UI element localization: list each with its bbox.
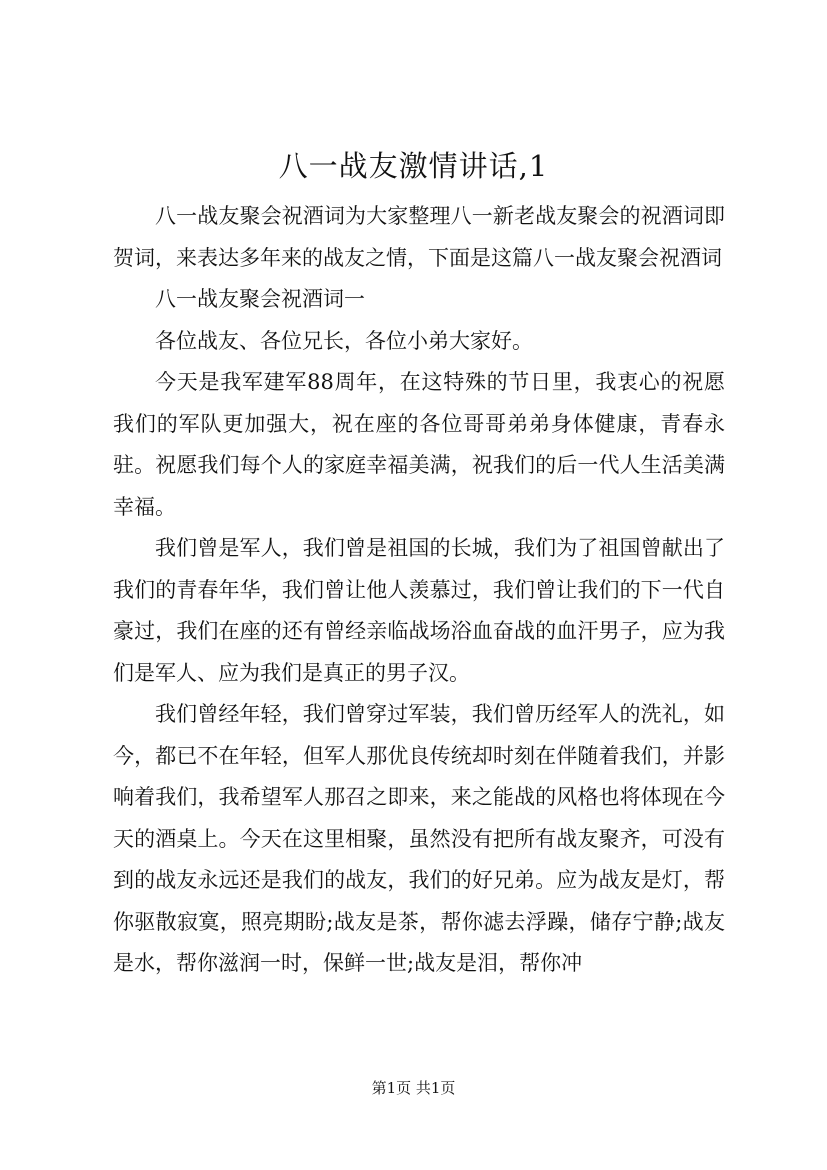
paragraph-anniversary: 今天是我军建军88周年，在这特殊的节日里，我衷心的祝愿我们的军队更加强大，祝在座的各位哥哥弟弟身体健康，青春永驻。祝愿我们每个人的家庭幸福美满，祝我们的后一代人生活美满幸福。 [113, 370, 725, 519]
paragraph-soldiers: 我们曾是军人，我们曾是祖国的长城，我们为了祖国曾献出了我们的青春年华，我们曾让他人羡慕过，我们曾让我们的下一代自豪过，我们在座的还有曾经亲临战场浴血奋战的血汗男子，应为我们是军人、应为我们是真正的男子汉。 [113, 536, 725, 685]
page-footer: 第1页 共1页 [371, 1079, 456, 1097]
paragraph-greeting: 各位战友、各位兄长，各位小弟大家好。 [155, 328, 533, 353]
document-title: 八一战友激情讲话,1 [278, 149, 549, 183]
paragraph-subheading: 八一战友聚会祝酒词一 [155, 287, 365, 311]
paragraph-comrades: 我们曾经年轻，我们曾穿过军装，我们曾历经军人的洗礼，如今，都已不在年轻，但军人那优良传统却时刻在伴随着我们，并影响着我们，我希望军人那召之即来，来之能战的风格也将体现在今天的酒桌上。今天在这里相聚，虽然没有把所有战友聚齐，可没有到的战友永远还是我们的战友，我们的好兄弟。应为战友是灯，帮你驱散寂寞，照亮期盼;战友是茶，帮你滤去浮躁，储存宁静;战友是水，帮你滋润一时，保鲜一世;战友是泪，帮你冲 [113, 702, 725, 975]
paragraph-intro: 八一战友聚会祝酒词为大家整理八一新老战友聚会的祝酒词即贺词，来表达多年来的战友之情，下面是这篇八一战友聚会祝酒词 [113, 204, 725, 270]
document-body [113, 196, 725, 985]
